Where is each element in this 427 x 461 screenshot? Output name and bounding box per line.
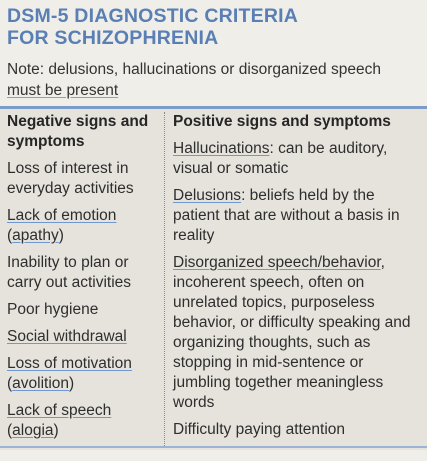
negative-column xyxy=(7,112,159,448)
positive-item-text: : beliefs held by the patient that are without a basis in reality xyxy=(173,187,400,244)
negative-item-text: ( xyxy=(7,375,13,392)
negative-item-underlined: Social withdrawal xyxy=(7,328,127,345)
title-line-1: DSM-5 DIAGNOSTIC CRITERIA xyxy=(7,5,299,27)
negative-item-text: ( xyxy=(7,422,13,439)
negative-item xyxy=(7,206,159,246)
positive-item-text: : can be auditory, visual or somatic xyxy=(173,140,388,177)
table-top-rule xyxy=(0,106,427,109)
negative-item xyxy=(7,253,159,293)
positive-column xyxy=(173,112,421,447)
note xyxy=(7,59,417,101)
positive-header: Positive signs and symptoms xyxy=(173,113,391,130)
column-divider xyxy=(164,112,165,446)
negative-header: Negative signs and symptoms xyxy=(7,113,149,150)
negative-item xyxy=(7,401,159,441)
negative-item-underlined2: apathy xyxy=(12,227,59,244)
negative-item xyxy=(7,159,159,199)
positive-item xyxy=(173,420,421,440)
criteria-table xyxy=(0,106,427,450)
negative-item-underlined2: avolition xyxy=(12,375,70,392)
negative-item-text: Inability to plan or carry out activities xyxy=(7,254,132,291)
negative-item-underlined2: alogia xyxy=(12,422,54,439)
negative-item-underlined: Lack of emotion xyxy=(7,207,117,224)
positive-item-underlined: Hallucinations xyxy=(173,140,270,157)
negative-item xyxy=(7,300,159,320)
positive-item-text: Difficulty paying attention xyxy=(173,421,346,438)
positive-item xyxy=(173,186,421,246)
note-underlined: must be present xyxy=(7,82,119,99)
negative-item-after: ) xyxy=(53,422,59,439)
note-text: Note: delusions, hallucinations or disorganized speech xyxy=(7,61,381,78)
negative-item-after: ) xyxy=(58,227,64,244)
negative-list xyxy=(7,159,159,441)
negative-item-underlined: Lack of speech xyxy=(7,402,112,419)
positive-item xyxy=(173,253,421,413)
negative-item-after: ) xyxy=(69,375,75,392)
table-bottom-rule xyxy=(0,446,427,448)
negative-item-text: ( xyxy=(7,227,13,244)
negative-item xyxy=(7,327,159,347)
negative-item-text: Poor hygiene xyxy=(7,301,99,318)
title-line-2: FOR SCHIZOPHRENIA xyxy=(7,27,219,49)
negative-item-text: Loss of interest in everyday activities xyxy=(7,160,134,197)
positive-item xyxy=(173,139,421,179)
positive-item-text: , incoherent speech, often on unrelated topics, purposeless behavior, or difficulty speaking and organizing thoughts, such as stopping in mid-sentence or jumbling together meaningless words xyxy=(173,254,411,411)
negative-item-underlined: Loss of motivation xyxy=(7,355,132,372)
positive-item-underlined: Delusions xyxy=(173,187,242,204)
positive-list xyxy=(173,139,421,440)
positive-item-underlined: Disorganized speech/behavior xyxy=(173,254,381,271)
page-title xyxy=(7,5,298,49)
negative-item xyxy=(7,354,159,394)
